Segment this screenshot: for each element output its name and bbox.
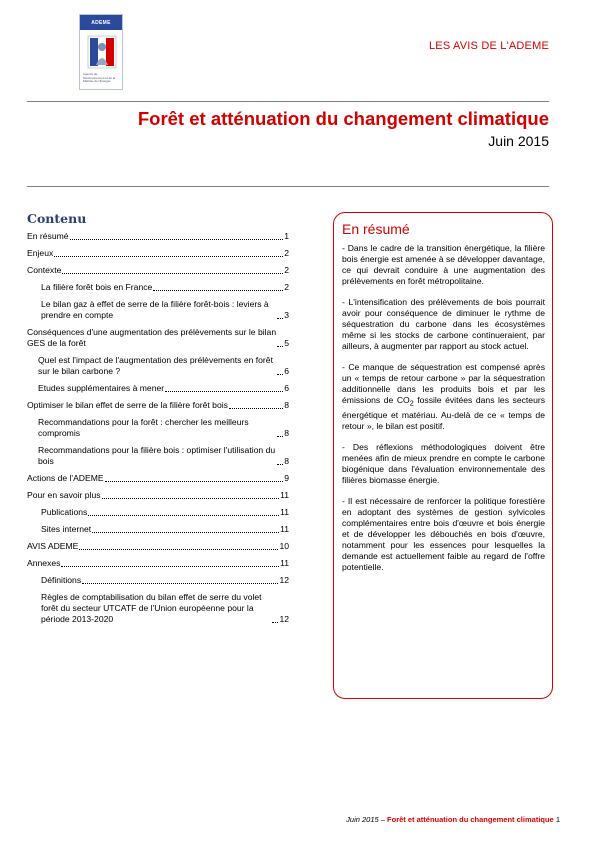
toc-item[interactable]: Etudes supplémentaires à mener 6 bbox=[38, 383, 289, 393]
toc-page-number: 5 bbox=[284, 338, 289, 348]
footer-page-number: 1 bbox=[555, 815, 560, 824]
marianne-emblem-icon bbox=[87, 35, 117, 69]
toc-page-number: 1 bbox=[284, 231, 289, 241]
logo-text: ADEME bbox=[91, 19, 111, 26]
toc-item[interactable]: Enjeux 2 bbox=[27, 248, 289, 258]
toc-item[interactable]: Actions de l'ADEME 9 bbox=[27, 473, 289, 483]
toc-page-number: 6 bbox=[284, 383, 289, 393]
toc-page-number: 8 bbox=[284, 456, 289, 466]
toc-page-number: 12 bbox=[279, 614, 289, 624]
toc-page-number: 11 bbox=[280, 507, 289, 517]
table-of-contents bbox=[27, 231, 289, 631]
toc-item[interactable]: Règles de comptabilisation du bilan effet de serre du volet forêt du secteur UTCATF de l'Union européenne pour la période 2013-2020 12 bbox=[41, 592, 289, 624]
toc-item[interactable]: Le bilan gaz à effet de serre de la filière forêt-bois : leviers à prendre en compte 3 bbox=[41, 299, 289, 320]
page-title: Forêt et atténuation du changement climatique bbox=[137, 108, 549, 129]
toc-page-number: 6 bbox=[284, 366, 289, 376]
toc-page-number: 8 bbox=[284, 400, 289, 410]
header-divider bbox=[27, 101, 549, 102]
summary-paragraph: - Des réflexions méthodologiques doivent être menées afin de mieux prendre en compte le carbone biogénique dans l'évaluation environnementale des filières biomasse énergie. bbox=[342, 441, 545, 485]
toc-page-number: 8 bbox=[284, 428, 289, 438]
page-footer bbox=[346, 815, 560, 824]
toc-item[interactable]: Sites internet 11 bbox=[41, 524, 289, 534]
page-date: Juin 2015 bbox=[488, 133, 549, 149]
toc-item[interactable]: Annexes 11 bbox=[27, 558, 289, 568]
toc-item[interactable]: Recommandations pour la filière bois : optimiser l'utilisation du bois 8 bbox=[38, 445, 289, 466]
toc-item[interactable]: Conséquences d'une augmentation des prélèvements sur le bilan GES de la forêt 5 bbox=[27, 327, 289, 348]
summary-paragraph: - L'intensification des prélèvements de bois pourrait avoir pour conséquence de diminuer le rythme de séquestration du carbone dans les écosystèmes même si les stocks de carbone continueraient, par ailleurs, à augmenter par rapport au stock actuel. bbox=[342, 297, 545, 351]
summary-paragraph: - Ce manque de séquestration est compensé après un « temps de retour carbone » par la séquestration additionnelle dans les produits bois et par les émissions de $CO_2$ fossile évitées dans les secteurs énergétique et matériau. Au-delà de ce « temps de retour », le bilan est positif. bbox=[342, 362, 546, 431]
toc-page-number: 9 bbox=[284, 473, 289, 483]
toc-item[interactable]: La filière forêt bois en France 2 bbox=[41, 282, 289, 292]
toc-heading: Contenu bbox=[27, 211, 87, 226]
toc-item[interactable]: Définitions 12 bbox=[41, 575, 289, 585]
toc-page-number: 10 bbox=[279, 541, 289, 551]
toc-page-number: 11 bbox=[280, 524, 289, 534]
toc-page-number: 11 bbox=[280, 490, 289, 500]
series-title: LES AVIS DE L'ADEME bbox=[428, 40, 549, 52]
toc-page-number: 11 bbox=[280, 558, 289, 568]
toc-item[interactable]: En résumé 1 bbox=[27, 231, 289, 241]
toc-item[interactable]: AVIS ADEME 10 bbox=[27, 541, 289, 551]
title-divider bbox=[27, 186, 549, 187]
toc-page-number: 2 bbox=[284, 265, 289, 275]
toc-item[interactable]: Contexte 2 bbox=[27, 265, 289, 275]
toc-page-number: 2 bbox=[284, 248, 289, 258]
footer-date: Juin 2015 – bbox=[346, 815, 385, 824]
toc-item[interactable]: Optimiser le bilan effet de serre de la filière forêt bois 8 bbox=[27, 400, 289, 410]
toc-page-number: 2 bbox=[284, 282, 289, 292]
logo-subtext: Agence de l'Environnement et de la Maîtrise de l'Énergie bbox=[83, 72, 116, 84]
footer-title: Forêt et atténuation du changement climatique bbox=[387, 815, 554, 824]
toc-item[interactable]: Publications 11 bbox=[41, 507, 289, 517]
summary-paragraph: - Dans le cadre de la transition énergétique, la filière bois énergie est amenée à se développer davantage, ce qui devrait conduire à une augmentation des prélèvements en forêt métropolitaine. bbox=[342, 243, 545, 286]
summary-title: En résumé bbox=[342, 221, 410, 237]
toc-item[interactable]: Quel est l'impact de l'augmentation des prélèvements en forêt sur le bilan carbone ? 6 bbox=[38, 355, 289, 376]
summary-paragraph: - Il est nécessaire de renforcer la politique forestière en adoptant des systèmes de gestion sylvicoles complémentaires entre bois d'œuvre et bois énergie et de développer les débouchés en bois d'œuvre, notamment pour les essences pour lesquelles la demande est actuellement faible au regard de l'offre potentielle. bbox=[342, 495, 545, 572]
toc-page-number: 12 bbox=[279, 575, 289, 585]
summary-box bbox=[333, 212, 553, 699]
ademe-logo bbox=[79, 14, 123, 90]
toc-item[interactable]: Recommandations pour la forêt : chercher les meilleurs compromis 8 bbox=[38, 417, 289, 438]
toc-item[interactable]: Pour en savoir plus 11 bbox=[27, 490, 289, 500]
toc-page-number: 3 bbox=[284, 310, 289, 320]
